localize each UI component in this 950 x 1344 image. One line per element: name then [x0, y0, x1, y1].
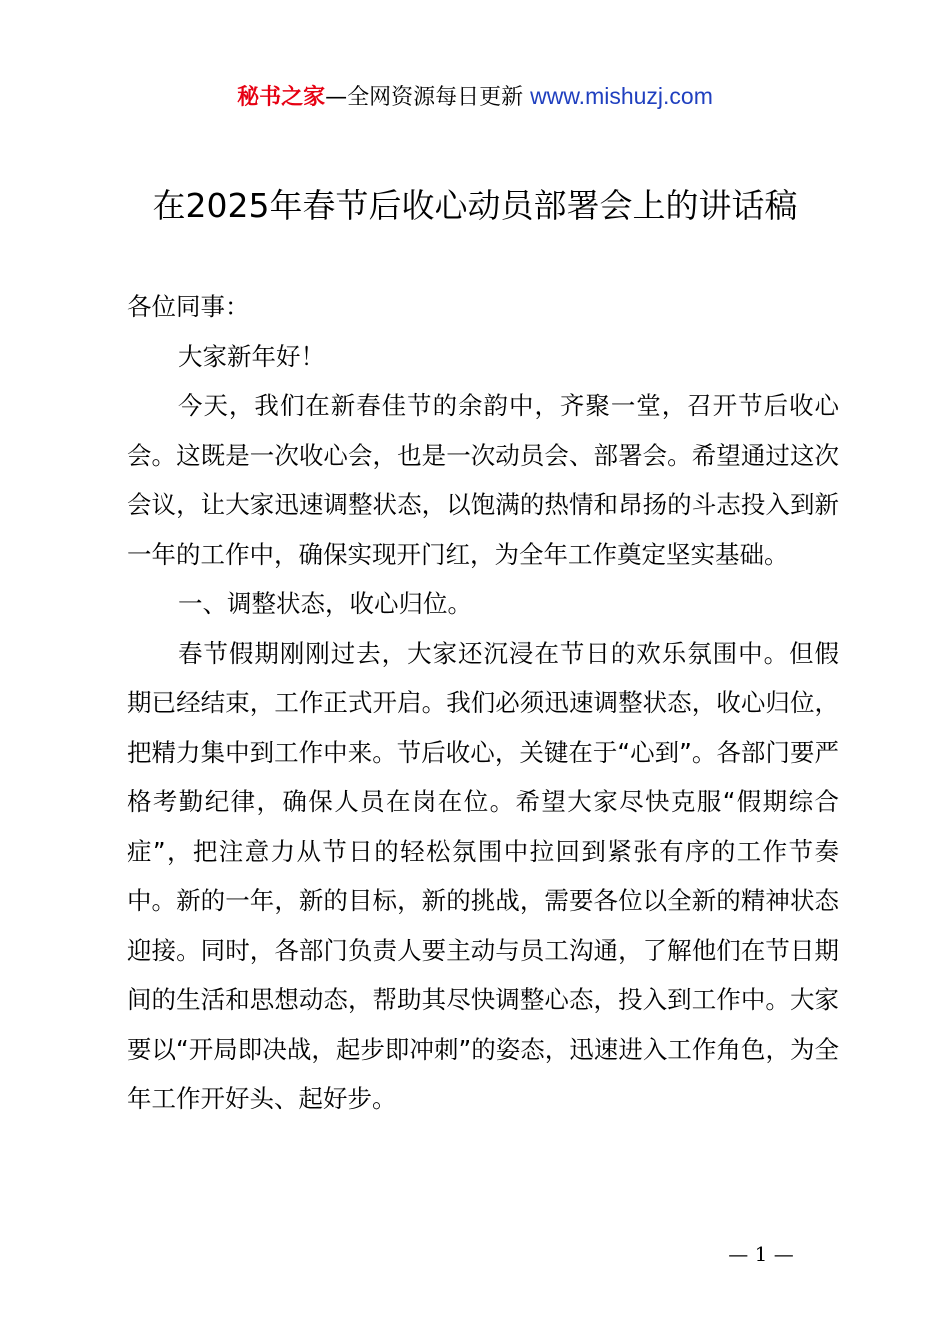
section-heading-1: 一、调整状态，收心归位。: [178, 589, 472, 618]
brand-name: 秘书之家: [237, 85, 326, 110]
salutation: 各位同事：: [127, 292, 250, 321]
paragraph-greeting: 大家新年好！: [178, 341, 325, 371]
document-body: [127, 282, 839, 1124]
site-header: [0, 80, 950, 114]
document-title: 在2025年春节后收心动员部署会上的讲话稿: [152, 186, 798, 225]
page-number: — 1 —: [728, 1242, 794, 1266]
header-tagline: —全网资源每日更新: [325, 85, 524, 110]
paragraph-intro: 今天，我们在新春佳节的余韵中，齐聚一堂，召开节后收心会。这既是一次收心会，也是一次动员会、部署会。希望通过这次会议，让大家迅速调整状态，以饱满的热情和昂扬的斗志投入到新一年的工作中，确保实现开门红，为全年工作奠定坚实基础。: [127, 391, 839, 569]
site-url-link[interactable]: www.mishuzj.com: [530, 83, 713, 109]
paragraph-section-1: 春节假期刚刚过去，大家还沉浸在节日的欢乐氛围中。但假期已经结束，工作正式开启。我们必须迅速调整状态，收心归位，把精力集中到工作中来。节后收心，关键在于“心到”。各部门要严格考勤纪律，确保人员在岗在位。希望大家尽快克服“假期综合症”，把注意力从节日的轻松氛围中拉回到紧张有序的工作节奏中。新的一年，新的目标，新的挑战，需要各位以全新的精神状态迎接。同时，各部门负责人要主动与员工沟通，了解他们在节日期间的生活和思想动态，帮助其尽快调整心态，投入到工作中。大家要以“开局即决战，起步即冲刺”的姿态，迅速进入工作角色，为全年工作开好头、起好步。: [127, 638, 839, 1113]
